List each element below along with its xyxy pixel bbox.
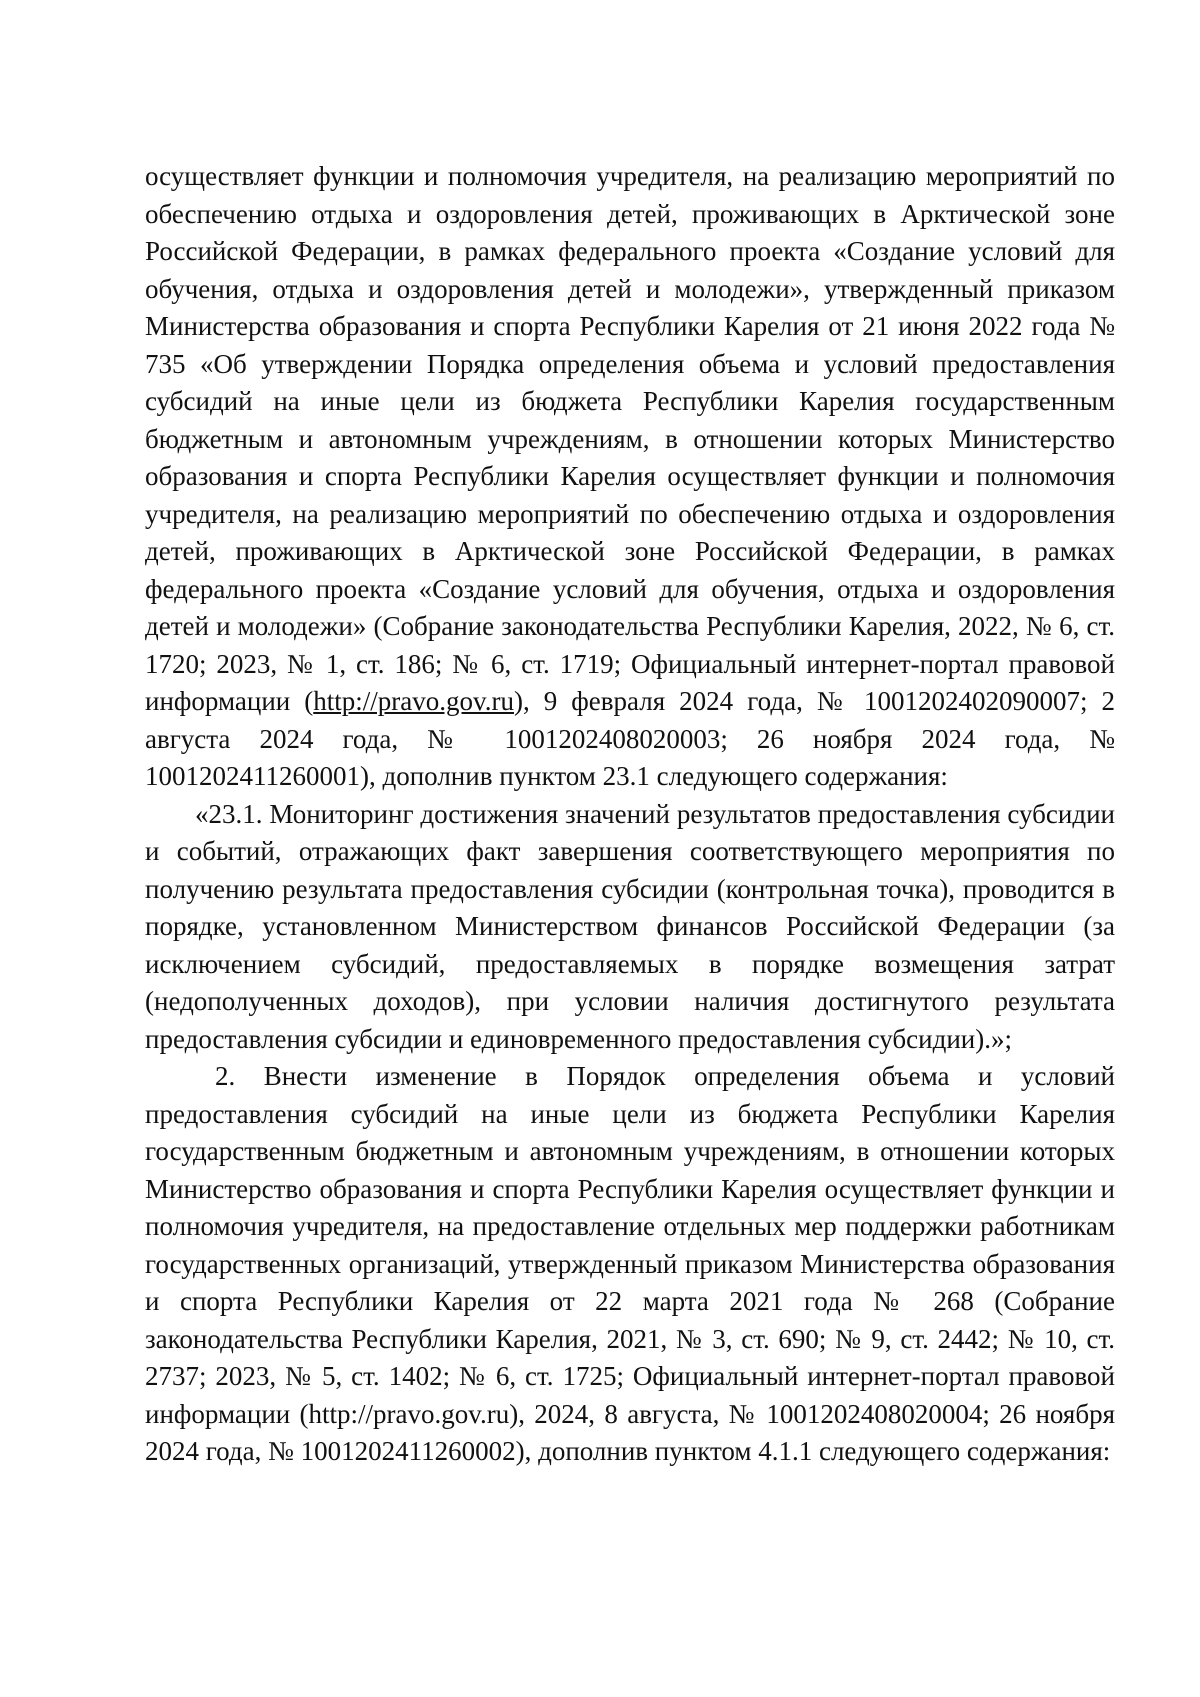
paragraph-text-after-link: ), 9 февраля 2024 года, № 1001202402090007; 2 августа 2024 года, № 1001202408020003; 26 ноября 2024 года, № 1001202411260001), дополнив пунктом 23.1 следующего содержания:	[145, 686, 1115, 791]
pravo-gov-link[interactable]: http://pravo.gov.ru	[313, 686, 514, 716]
document-body	[145, 158, 1115, 1471]
paragraph-amendment-1	[145, 158, 1115, 796]
paragraph-item-23-1: «23.1. Мониторинг достижения значений результатов предоставления субсидии и событий, отражающих факт завершения соответствующего мероприятия по получению результата предоставления субсидии (контрольная точка), проводится в порядке, установленном Министерством финансов Российской Федерации (за исключением субсидий, предоставляемых в порядке возмещения затрат (недополученных доходов), при условии наличия достигнутого результата предоставления субсидии и единовременного предоставления субсидии).»;	[145, 798, 1115, 1054]
paragraph-text-before-link: осуществляет функции и полномочия учредителя, на реализацию мероприятий по обеспечению отдыха и оздоровления детей, проживающих в Арктической зоне Российской Федерации, в рамках федерального проекта «Создание условий для обучения, отдыха и оздоровления детей и молодежи», утвержденный приказом Министерства образования и спорта Республики Карелия от 21 июня 2022 года № 735 «Об утверждении Порядка определения объема и условий предоставления субсидий на иные цели из бюджета Республики Карелия государственным бюджетным и автономным учреждениям, в отношении которых Министерство образования и спорта Республики Карелия осуществляет функции и полномочия учредителя, на реализацию мероприятий по обеспечению отдыха и оздоровления детей, проживающих в Арктической зоне Российской Федерации, в рамках федерального проекта «Создание условий для обучения, отдыха и оздоровления детей и молодежи» (Собрание законодательства Республики Карелия, 2022, № 6, ст. 1720; 2023, № 1, ст. 186; № 6, ст. 1719; Официальный интернет-портал правовой информации (	[145, 161, 1115, 716]
paragraph-item-2: 2. Внести изменение в Порядок определения объема и условий предоставления субсидий на иные цели из бюджета Республики Карелия государственным бюджетным и автономным учреждениям, в отношении которых Министерство образования и спорта Республики Карелия осуществляет функции и полномочия учредителя, на предоставление отдельных мер поддержки работникам государственных организаций, утвержденный приказом Министерства образования и спорта Республики Карелия от 22 марта 2021 года № 268 (Собрание законодательства Республики Карелия, 2021, № 3, ст. 690; № 9, ст. 2442; № 10, ст. 2737; 2023, № 5, ст. 1402; № 6, ст. 1725; Официальный интернет-портал правовой информации (http://pravo.gov.ru), 2024, 8 августа, № 1001202408020004; 26 ноября 2024 года, № 1001202411260002), дополнив пунктом 4.1.1 следующего содержания:	[145, 1061, 1115, 1466]
